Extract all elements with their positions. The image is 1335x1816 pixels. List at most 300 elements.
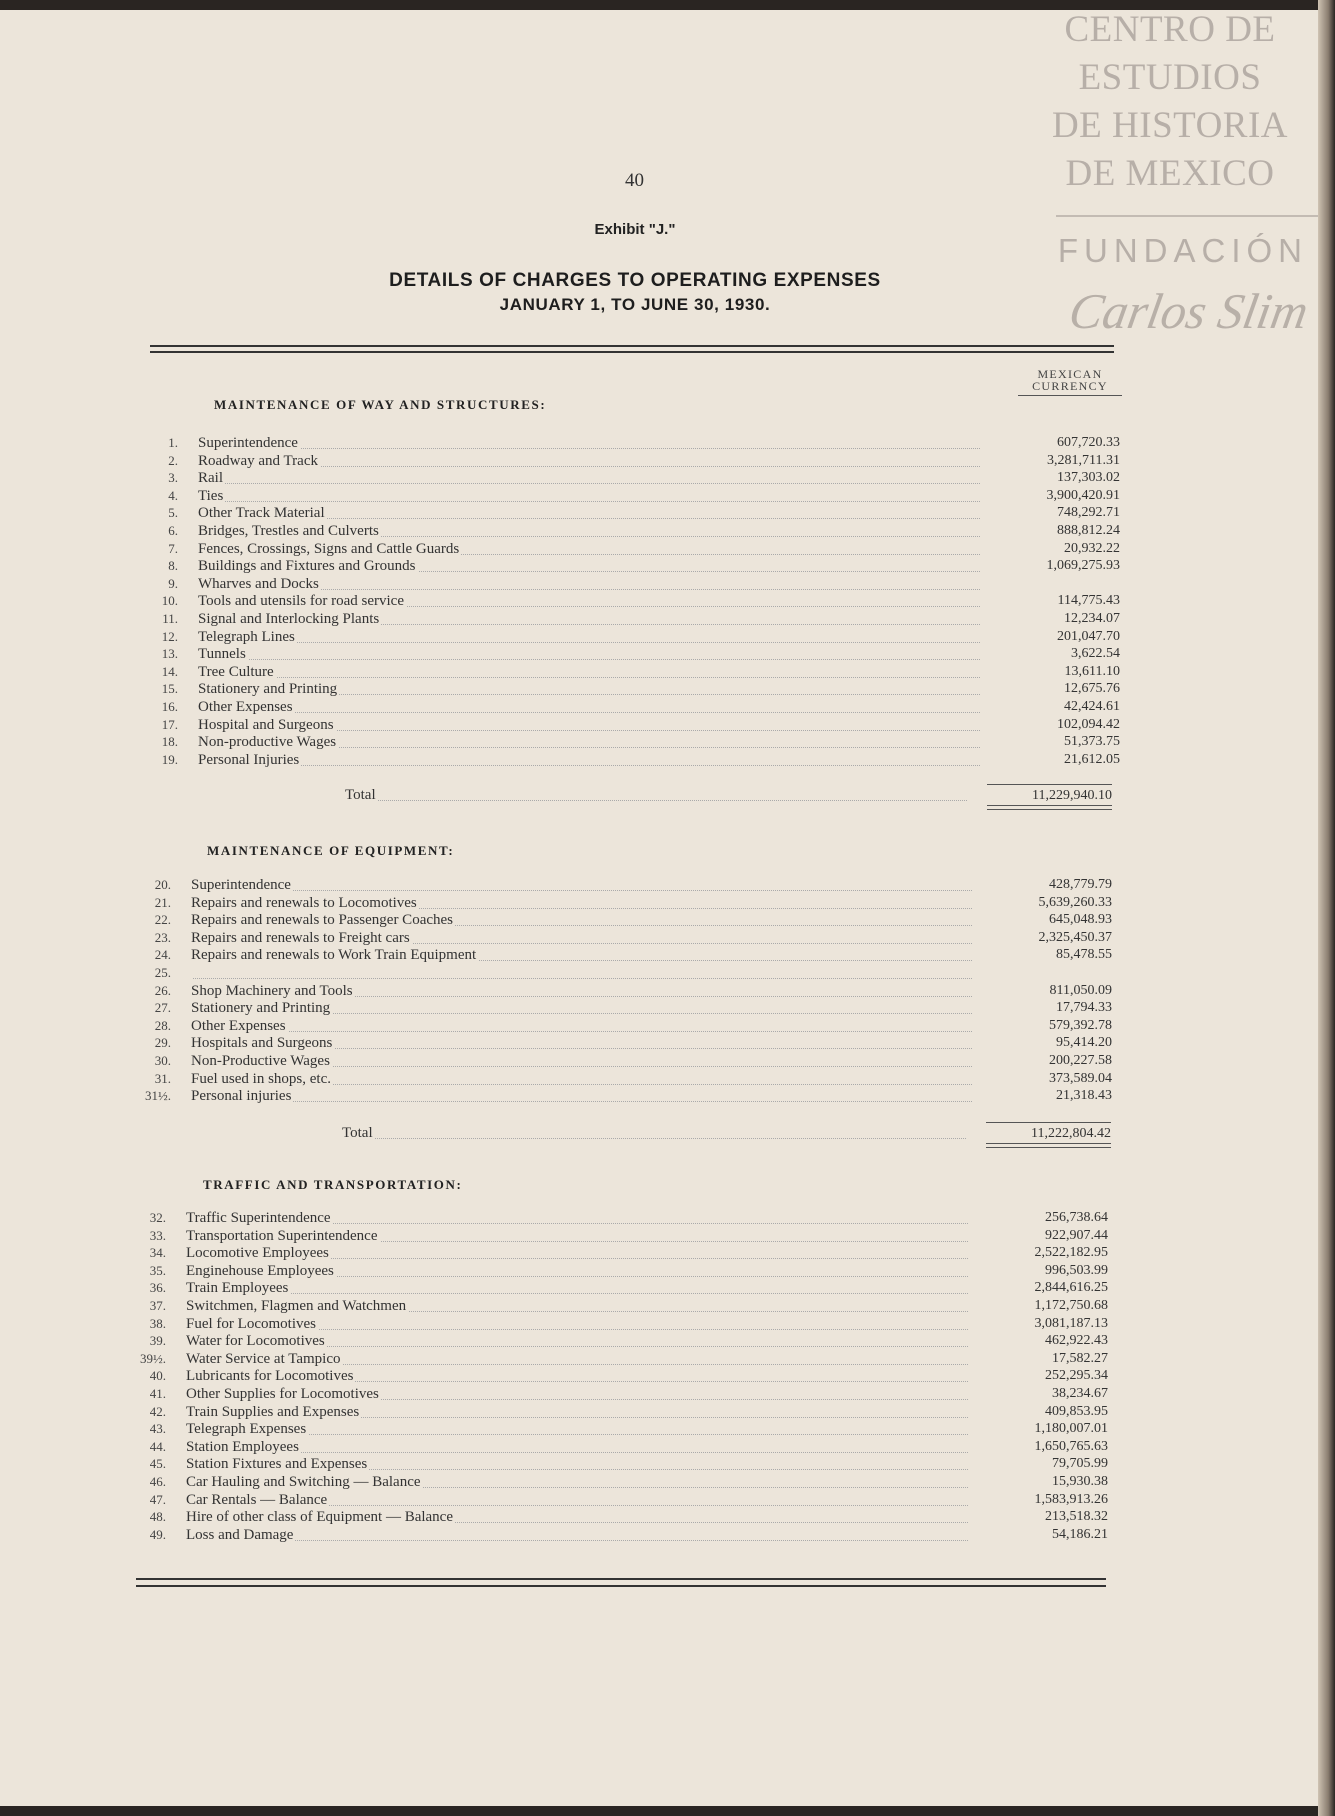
line-label-text: Station Fixtures and Expenses [186, 1456, 368, 1472]
line-number: 5. [168, 505, 178, 520]
line-label-text: Personal Injuries [198, 752, 300, 768]
line-amount: 21,318.43 [1056, 1088, 1112, 1103]
line-amount: 54,186.21 [1052, 1527, 1108, 1542]
line-label [198, 592, 406, 610]
line-label [198, 540, 461, 558]
line-label-text: Wharves and Docks [198, 576, 319, 592]
line-label [186, 1279, 290, 1297]
line-amount: 200,227.58 [1049, 1053, 1112, 1068]
ledger-row [133, 894, 1112, 912]
currency-header-line: MEXICAN [1037, 367, 1103, 381]
line-label [198, 575, 321, 593]
line-label [186, 1209, 333, 1227]
line-label-text: Telegraph Lines [198, 629, 295, 645]
line-label [198, 610, 381, 628]
line-label-text: Other Expenses [198, 699, 293, 715]
total-double-underline [986, 1143, 1111, 1148]
ledger-row [133, 964, 1112, 982]
line-number: 24. [154, 947, 171, 962]
watermark [1040, 10, 1300, 198]
line-label [198, 663, 276, 681]
line-label [191, 894, 419, 912]
watermark-divider [1056, 215, 1318, 217]
ledger-row [128, 1473, 1108, 1491]
leader-dots [198, 677, 980, 678]
line-label [191, 1087, 293, 1105]
line-number: 19. [161, 752, 178, 767]
line-amount: 748,292.71 [1057, 505, 1120, 520]
line-number: 31½. [145, 1088, 171, 1103]
line-number: 13. [161, 646, 178, 661]
line-number: 39½. [140, 1351, 166, 1366]
ledger-row [128, 1455, 1108, 1473]
line-amount: 996,503.99 [1045, 1263, 1108, 1278]
double-rule-top [150, 345, 1114, 353]
line-number: 41. [149, 1386, 166, 1401]
ledger-row [128, 1438, 1108, 1456]
line-number: 49. [149, 1527, 166, 1542]
line-number: 39. [149, 1333, 166, 1348]
ledger-row [128, 1227, 1108, 1245]
line-number: 33. [149, 1228, 166, 1243]
line-number: 37. [149, 1298, 166, 1313]
ledger-row [128, 1491, 1108, 1509]
line-amount: 42,424.61 [1064, 699, 1120, 714]
line-label-text: Fences, Crossings, Signs and Cattle Guards [198, 541, 460, 557]
line-label [191, 946, 478, 964]
line-number: 47. [149, 1492, 166, 1507]
ledger-row [140, 716, 1120, 734]
leader-dots [198, 448, 980, 449]
line-amount: 201,047.70 [1057, 629, 1120, 644]
ledger-row [140, 452, 1120, 470]
line-label [191, 982, 355, 1000]
line-amount: 3,900,420.91 [1046, 488, 1120, 503]
line-amount: 1,583,913.26 [1034, 1492, 1108, 1507]
line-number: 12. [161, 629, 178, 644]
line-amount: 85,478.55 [1056, 947, 1112, 962]
line-number: 14. [161, 664, 178, 679]
line-label-text: Repairs and renewals to Passenger Coaches [191, 912, 454, 928]
line-amount: 3,081,187.13 [1034, 1316, 1108, 1331]
line-amount: 114,775.43 [1057, 593, 1120, 608]
line-label-text: Superintendence [191, 877, 291, 893]
line-number: 29. [154, 1035, 171, 1050]
total-amount: 11,222,804.42 [986, 1122, 1111, 1145]
line-amount: 3,281,711.31 [1047, 453, 1120, 468]
line-label [198, 751, 301, 769]
line-label-text: Locomotive Employees [186, 1245, 329, 1261]
leader-dots [198, 765, 980, 766]
line-label-text: Tree Culture [198, 664, 274, 680]
ledger-row [133, 911, 1112, 929]
line-amount: 2,522,182.95 [1034, 1245, 1108, 1260]
line-label [186, 1367, 355, 1385]
line-number: 7. [168, 541, 178, 556]
ledger-row [128, 1279, 1108, 1297]
line-label [198, 504, 327, 522]
line-label [198, 557, 418, 575]
ledger-row [140, 680, 1120, 698]
line-number: 3. [168, 470, 178, 485]
line-amount: 3,622.54 [1071, 646, 1120, 661]
ledger-row [140, 645, 1120, 663]
ledger-row [140, 434, 1120, 452]
line-label [186, 1473, 423, 1491]
line-label-text: Repairs and renewals to Freight cars [191, 930, 410, 946]
line-label-text: Fuel used in shops, etc. [191, 1071, 331, 1087]
ledger-row [128, 1244, 1108, 1262]
leader-dots [198, 659, 980, 660]
ledger-row [133, 1034, 1112, 1052]
line-label-text: Telegraph Expenses [186, 1421, 307, 1437]
ledger-row [128, 1315, 1108, 1333]
section-total-row [345, 784, 1112, 806]
leader-dots [198, 642, 980, 643]
ledger-row [140, 522, 1120, 540]
line-label-text: Traffic Superintendence [186, 1210, 331, 1226]
line-label [191, 1017, 288, 1035]
line-amount: 1,069,275.93 [1046, 558, 1120, 573]
line-label-text: Other Track Material [198, 505, 325, 521]
line-label-text: Rail [198, 470, 223, 486]
line-number: 46. [149, 1474, 166, 1489]
line-label [186, 1438, 301, 1456]
line-number: 8. [168, 558, 178, 573]
line-number: 17. [161, 717, 178, 732]
line-number: 27. [154, 1000, 171, 1015]
line-label-text: Loss and Damage [186, 1527, 294, 1543]
ledger-row [128, 1508, 1108, 1526]
line-label [191, 1052, 332, 1070]
total-label [342, 1122, 375, 1144]
document-page [0, 10, 1318, 1806]
line-label [198, 434, 300, 452]
double-rule-bottom [136, 1578, 1106, 1587]
line-label-text: Tunnels [198, 646, 246, 662]
leader-dots [191, 1031, 972, 1032]
line-number: 20. [154, 877, 171, 892]
line-number: 11. [162, 611, 178, 626]
line-amount: 2,844,616.25 [1034, 1280, 1108, 1295]
leader-dots [198, 501, 980, 502]
line-label [198, 628, 297, 646]
line-label [186, 1491, 329, 1509]
line-label-text: Lubricants for Locomotives [186, 1368, 354, 1384]
section-total-row [342, 1122, 1111, 1144]
line-label-text: Superintendence [198, 435, 298, 451]
leader-dots [191, 890, 972, 891]
line-label-text: Car Hauling and Switching — Balance [186, 1474, 421, 1490]
line-amount: 51,373.75 [1064, 734, 1120, 749]
line-label [198, 452, 320, 470]
line-number: 18. [161, 734, 178, 749]
ledger-row [133, 946, 1112, 964]
line-label [186, 1315, 318, 1333]
line-label-text: Station Employees [186, 1439, 299, 1455]
line-number: 26. [154, 983, 171, 998]
line-label-text: Non-Productive Wages [191, 1053, 330, 1069]
currency-column-header [1018, 368, 1122, 396]
leader-dots [198, 712, 980, 713]
line-amount: 579,392.78 [1049, 1018, 1112, 1033]
line-label-text: Hire of other class of Equipment — Balance [186, 1509, 453, 1525]
section-heading: MAINTENANCE OF EQUIPMENT: [207, 843, 455, 858]
line-label [198, 698, 295, 716]
line-number: 6. [168, 523, 178, 538]
watermark-line: DE MEXICO [1065, 153, 1275, 194]
line-amount: 2,325,450.37 [1038, 930, 1112, 945]
ledger-row [140, 663, 1120, 681]
line-label-text: Transportation Superintendence [186, 1228, 378, 1244]
line-label-text: Buildings and Fixtures and Grounds [198, 558, 416, 574]
section-heading: MAINTENANCE OF WAY AND STRUCTURES: [214, 397, 547, 412]
line-label [198, 733, 338, 751]
ledger-row [140, 733, 1120, 751]
ledger-row [140, 628, 1120, 646]
line-number: 25. [154, 965, 171, 980]
line-amount: 17,794.33 [1056, 1000, 1112, 1015]
line-number: 40. [149, 1368, 166, 1383]
ledger-row [128, 1526, 1108, 1544]
line-label-text: Signal and Interlocking Plants [198, 611, 380, 627]
line-amount: 1,650,765.63 [1034, 1439, 1108, 1454]
line-number: 15. [161, 681, 178, 696]
line-label-text: Stationery and Printing [191, 1000, 331, 1016]
ledger-row [128, 1385, 1108, 1403]
line-amount: 811,050.09 [1049, 983, 1112, 998]
line-number: 1. [168, 435, 178, 450]
line-amount: 12,675.76 [1064, 681, 1120, 696]
document-title: DETAILS OF CHARGES TO OPERATING EXPENSES [389, 270, 881, 291]
line-label [186, 1244, 331, 1262]
line-amount: 409,853.95 [1045, 1404, 1108, 1419]
ledger-row [133, 876, 1112, 894]
line-amount: 13,611.10 [1064, 664, 1120, 679]
line-amount: 5,639,260.33 [1038, 895, 1112, 910]
line-label [198, 645, 248, 663]
line-label-text: Tools and utensils for road service [198, 593, 404, 609]
line-label-text: Personal injuries [191, 1088, 292, 1104]
line-number: 4. [168, 488, 178, 503]
ledger-row [133, 929, 1112, 947]
line-amount: 213,518.32 [1045, 1509, 1108, 1524]
line-label-text: Bridges, Trestles and Culverts [198, 523, 379, 539]
line-amount: 17,582.27 [1052, 1351, 1108, 1366]
line-label-text: Hospitals and Surgeons [191, 1035, 333, 1051]
line-label [191, 964, 193, 982]
line-amount: 645,048.93 [1049, 912, 1112, 927]
ledger-row [140, 592, 1120, 610]
line-amount: 1,172,750.68 [1034, 1298, 1108, 1313]
line-number: 48. [149, 1509, 166, 1524]
ledger-row [128, 1350, 1108, 1368]
line-amount: 373,589.04 [1049, 1071, 1112, 1086]
ledger-row [140, 469, 1120, 487]
line-label-text [191, 965, 193, 981]
line-label-text: Shop Machinery and Tools [191, 983, 353, 999]
line-amount: 888,812.24 [1057, 523, 1120, 538]
ledger-row [140, 557, 1120, 575]
line-number: 45. [149, 1456, 166, 1471]
leader-dots [186, 1452, 968, 1453]
line-amount: 95,414.20 [1056, 1035, 1112, 1050]
line-label [198, 469, 225, 487]
line-amount: 38,234.67 [1052, 1386, 1108, 1401]
line-number: 28. [154, 1018, 171, 1033]
line-label [198, 522, 381, 540]
leader-dots [186, 1540, 968, 1541]
line-label-text: Repairs and renewals to Work Train Equipment [191, 947, 477, 963]
line-amount: 607,720.33 [1057, 435, 1120, 450]
ledger-row [128, 1209, 1108, 1227]
watermark-line: CENTRO DE [1064, 10, 1276, 50]
line-label-text: Hospital and Surgeons [198, 717, 334, 733]
ledger-row [128, 1420, 1108, 1438]
line-label [186, 1526, 295, 1544]
line-label-text: Train Employees [186, 1280, 289, 1296]
ledger-row [128, 1403, 1108, 1421]
page-edge-shadow [1318, 0, 1335, 1816]
line-amount: 252,295.34 [1045, 1368, 1108, 1383]
line-number: 34. [149, 1245, 166, 1260]
leader-dots [345, 800, 967, 801]
line-label [191, 929, 412, 947]
line-label-text: Repairs and renewals to Locomotives [191, 895, 417, 911]
line-label [186, 1455, 369, 1473]
currency-header-line: CURRENCY [1032, 379, 1108, 393]
line-number: 43. [149, 1421, 166, 1436]
line-label-text: Other Expenses [191, 1018, 286, 1034]
watermark-line: DE HISTORIA [1051, 105, 1289, 146]
ledger-row [128, 1297, 1108, 1315]
line-label-text: Other Supplies for Locomotives [186, 1386, 379, 1402]
line-number: 21. [154, 895, 171, 910]
line-number: 30. [154, 1053, 171, 1068]
line-amount: 102,094.42 [1057, 717, 1120, 732]
ledger-row [140, 504, 1120, 522]
line-number: 42. [149, 1404, 166, 1419]
line-label-text: Car Rentals — Balance [186, 1492, 328, 1508]
ledger-row [128, 1332, 1108, 1350]
watermark-signature: Carlos Slim [1065, 283, 1313, 339]
line-amount: 20,932.22 [1064, 541, 1120, 556]
line-number: 9. [168, 576, 178, 591]
line-label-text: Fuel for Locomotives [186, 1316, 316, 1332]
line-amount: 922,907.44 [1045, 1228, 1108, 1243]
ledger-row [140, 610, 1120, 628]
line-label-text: Enginehouse Employees [186, 1263, 334, 1279]
line-number: 31. [154, 1071, 171, 1086]
watermark-line: ESTUDIOS [1078, 57, 1262, 98]
document-subtitle: JANUARY 1, TO JUNE 30, 1930. [499, 295, 771, 314]
line-label-text: Train Supplies and Expenses [186, 1404, 360, 1420]
line-label [191, 911, 455, 929]
total-label-text: Total [345, 787, 376, 803]
line-amount: 12,234.07 [1064, 611, 1120, 626]
line-label [198, 716, 336, 734]
total-double-underline [987, 805, 1112, 810]
leader-dots [342, 1138, 966, 1139]
line-label [186, 1385, 381, 1403]
page-number: 40 [625, 170, 644, 191]
ledger-row [140, 540, 1120, 558]
total-label [345, 784, 378, 806]
line-label-text: Roadway and Track [198, 453, 318, 469]
ledger-row [140, 698, 1120, 716]
line-label-text: Water for Locomotives [186, 1333, 325, 1349]
ledger-row [133, 1052, 1112, 1070]
line-label [186, 1403, 361, 1421]
line-number: 35. [149, 1263, 166, 1278]
line-label [198, 680, 339, 698]
ledger-row [133, 1070, 1112, 1088]
line-label [191, 999, 332, 1017]
ledger-row [133, 1017, 1112, 1035]
line-amount: 256,738.64 [1045, 1210, 1108, 1225]
leader-dots [198, 483, 980, 484]
section-heading: TRAFFIC AND TRANSPORTATION: [203, 1177, 463, 1192]
line-number: 44. [149, 1439, 166, 1454]
line-amount: 137,303.02 [1057, 470, 1120, 485]
leader-dots [191, 978, 972, 979]
leader-dots [186, 1293, 968, 1294]
line-label [186, 1297, 408, 1315]
line-amount: 21,612.05 [1064, 752, 1120, 767]
line-label [186, 1420, 308, 1438]
line-number: 36. [149, 1280, 166, 1295]
line-number: 2. [168, 453, 178, 468]
line-label-text: Stationery and Printing [198, 681, 338, 697]
ledger-row [133, 982, 1112, 1000]
line-amount: 15,930.38 [1052, 1474, 1108, 1489]
line-label [186, 1350, 342, 1368]
line-number: 22. [154, 912, 171, 927]
line-label [186, 1227, 380, 1245]
line-label-text: Non-productive Wages [198, 734, 337, 750]
line-label-text: Ties [198, 488, 224, 504]
line-label-text: Water Service at Tampico [186, 1351, 341, 1367]
ledger-row [128, 1367, 1108, 1385]
leader-dots [191, 1101, 972, 1102]
line-number: 32. [149, 1210, 166, 1225]
line-label [186, 1332, 327, 1350]
line-label [191, 1034, 334, 1052]
line-number: 38. [149, 1316, 166, 1331]
ledger-row [133, 1087, 1112, 1105]
ledger-row [140, 751, 1120, 769]
line-label [186, 1262, 336, 1280]
line-number: 23. [154, 930, 171, 945]
line-label [186, 1508, 455, 1526]
line-amount: 79,705.99 [1052, 1456, 1108, 1471]
line-amount: 462,922.43 [1045, 1333, 1108, 1348]
ledger-row [140, 575, 1120, 593]
watermark-foundation: FUNDACIÓN [1057, 232, 1308, 269]
line-number: 10. [161, 593, 178, 608]
ledger-row [140, 487, 1120, 505]
line-amount: 428,779.79 [1049, 877, 1112, 892]
line-amount: 1,180,007.01 [1034, 1421, 1108, 1436]
line-label [191, 876, 293, 894]
line-label-text: Switchmen, Flagmen and Watchmen [186, 1298, 407, 1314]
line-label [191, 1070, 333, 1088]
total-amount: 11,229,940.10 [987, 784, 1112, 807]
exhibit-label: Exhibit "J." [594, 221, 676, 238]
line-number: 16. [161, 699, 178, 714]
total-label-text: Total [342, 1125, 373, 1141]
ledger-row [133, 999, 1112, 1017]
